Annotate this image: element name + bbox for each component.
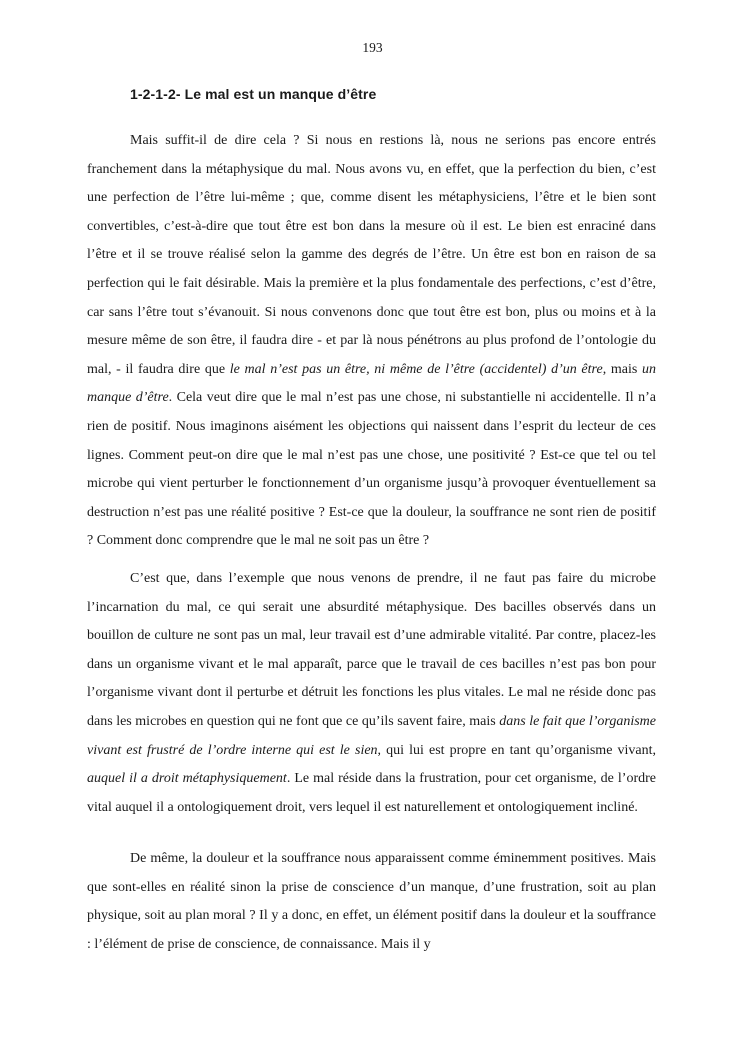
text-run: . Le mal réside dans la frustration, pour cet organisme, de l’ordre vital auquel il a ontologiquement droit, vers lequel il est naturellement et ontologiquement incliné. xyxy=(87,771,656,815)
text-run: Mais suffit-il de dire cela ? Si nous en restions là, nous ne serions pas encore entrés franchement dans la métaphysique du mal. Nous avons vu, en effet, que la perfection du bien, c’est une perfection de l’être lui-même ; que, comme disent les métaphysiciens, l’être et le bien sont convertibles, c’est-à-dire que tout être est bon dans la mesure où il est. Le bien est enraciné dans l’être et il se trouve réalisé selon la gamme des degrés de l’être. Un être est bon en raison de sa perfection qui le fait désirable. Mais la première et la plus fondamentale des perfections, c’est d’être, car sans l’être tout s’évanouit. Si nous convenons donc que tout être est bon, plus ou moins et à la mesure même de son être, il faudra dire - et par là nous pénétrons au plus profond de l’ontologie du mal, - il faudra dire que xyxy=(87,133,656,377)
text-run: . Cela veut dire que le mal n’est pas une chose, ni substantielle ni accidentelle. Il n’a rien de positif. Nous imaginons aisément les objections qui naissent dans l’esprit du lecteur de ces lignes. Comment peut-on dire que le mal n’est pas une chose, une positivité ? Est-ce que tel ou tel microbe qui vient perturber le fonctionnement d’un organisme jusqu’à provoquer éventuellement sa destruction n’est pas une réalité positive ? Est-ce que la douleur, la souffrance ne sont rien de positif ? Comment donc comprendre que le mal ne soit pas un être ? xyxy=(87,390,656,549)
emphasis-run: dans le fait que l’organisme vivant est frustré de l’ordre interne qui est le sien xyxy=(87,713,656,758)
page-number: 193 xyxy=(362,40,383,55)
paragraph xyxy=(87,845,656,959)
text-run: , qui lui est propre en tant qu’organisme vivant, xyxy=(377,742,656,758)
paragraph xyxy=(87,565,656,822)
emphasis-run: auquel il a droit métaphysiquement xyxy=(87,771,287,787)
text-run: C’est que, dans l’exemple que nous venons de prendre, il ne faut pas faire du microbe l’incarnation du mal, ce qui serait une absurdité métaphysique. Des bacilles observés dans un bouillon de culture ne sont pas un mal, leur travail est d’une admirable vitalité. Par contre, placez-les dans un organisme vivant et le mal apparaît, parce que le travail de ces bacilles n’est pas bon pour l’organisme vivant dont il perturbe et détruit les fonctions les plus vitales. Le mal ne réside donc pas dans les microbes en question qui ne font que ce qu’ils savent faire, mais xyxy=(87,571,656,729)
body-text-block-3 xyxy=(87,845,656,959)
text-run: De même, la douleur et la souffrance nous apparaissent comme éminemment positives. Mais que sont-elles en réalité sinon la prise de conscience d’un manque, d’une frustration, soit au plan physique, soit au plan moral ? Il y a donc, en effet, un élément positif dans la douleur et la souffrance : l’élément de prise de conscience, de connaissance. Mais il y xyxy=(87,851,656,952)
emphasis-run: le mal n’est pas un être, ni même de l’être (accidentel) d’un être xyxy=(229,361,603,377)
body-text-block-2 xyxy=(87,565,656,822)
body-text-block-1 xyxy=(87,127,656,556)
section-heading: 1-2-1-2- Le mal est un manque d’être xyxy=(130,86,377,102)
paragraph xyxy=(87,127,656,556)
text-run: , mais xyxy=(602,361,642,377)
emphasis-run: un manque d’être xyxy=(87,361,656,406)
